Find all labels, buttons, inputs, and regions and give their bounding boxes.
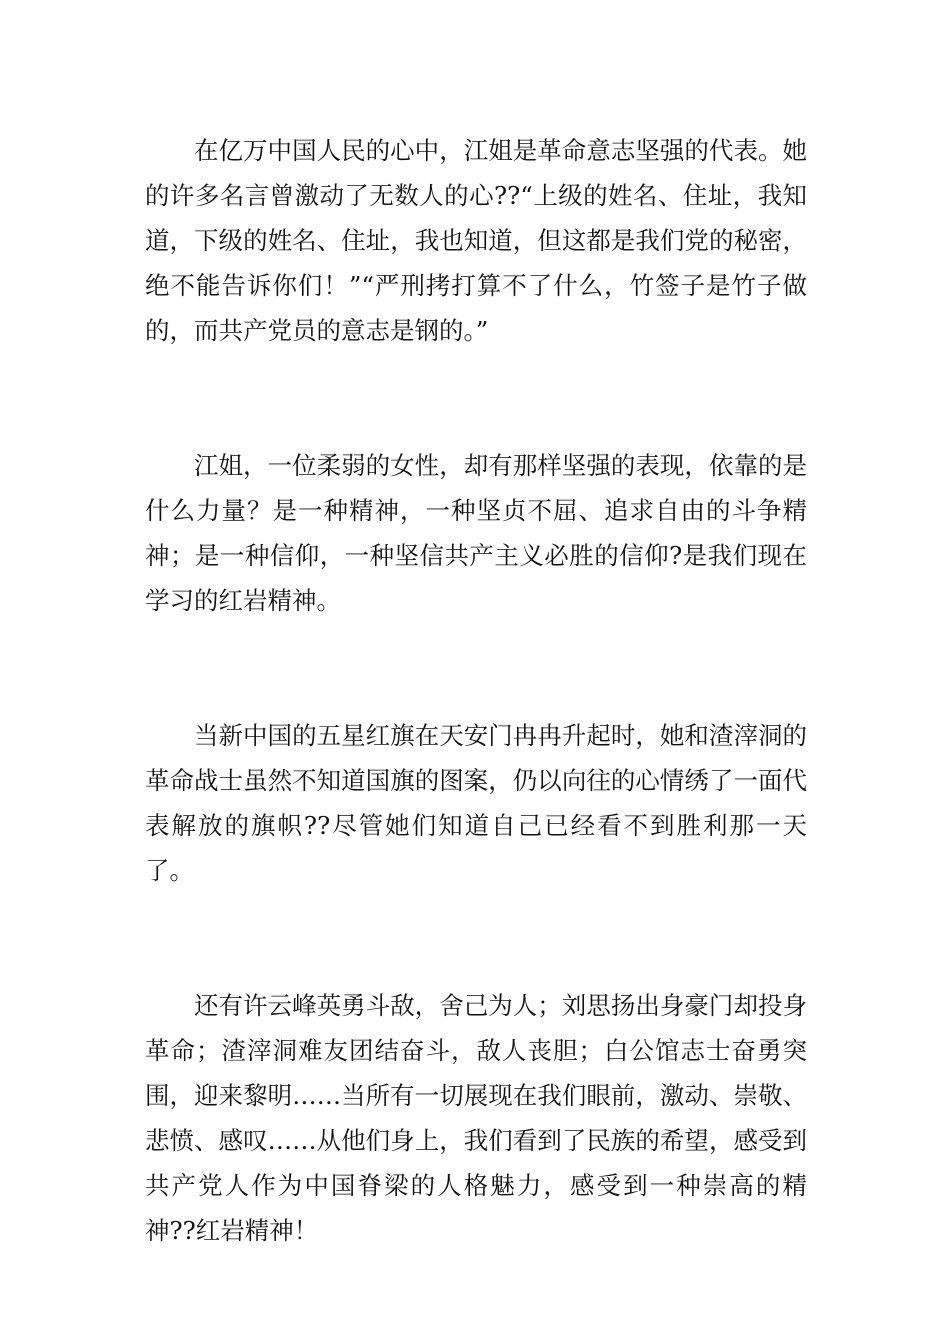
document-page (145, 128, 807, 1253)
paragraph-spirit-belief: 江姐，一位柔弱的女性，却有那样坚强的表现，依靠的是什么力量？是一种精神，一种坚贞不屈、追求自由的斗争精神；是一种信仰，一种坚信共产主义必胜的信仰?是我们现在学习的红岩精神。 (145, 451, 807, 615)
paragraph-jiangjie-quotes: 在亿万中国人民的心中，江姐是革命意志坚强的代表。她的许多名言曾激动了无数人的心??“上级的姓名、住址，我知道，下级的姓名、住址，我也知道，但这都是我们党的秘密，绝不能告诉你们！”“严刑拷打算不了什么，竹签子是竹子做的，而共产党员的意志是钢的。” (145, 136, 807, 345)
paragraph-red-flag: 当新中国的五星红旗在天安门冉冉升起时，她和渣滓洞的革命战士虽然不知道国旗的图案，仍以向往的心情绣了一面代表解放的旗帜??尽管她们知道自己已经看不到胜利那一天了。 (145, 721, 807, 885)
paragraph-hongyan-spirit: 还有许云峰英勇斗敌，舍己为人；刘思扬出身豪门却投身革命；渣滓洞难友团结奋斗，敌人丧胆；白公馆志士奋勇突围，迎来黎明……当所有一切展现在我们眼前，激动、崇敬、悲愤、感叹……从他们身上，我们看到了民族的希望，感受到共产党人作为中国脊梁的人格魅力，感受到一种崇高的精神??红岩精神！ (145, 991, 807, 1245)
